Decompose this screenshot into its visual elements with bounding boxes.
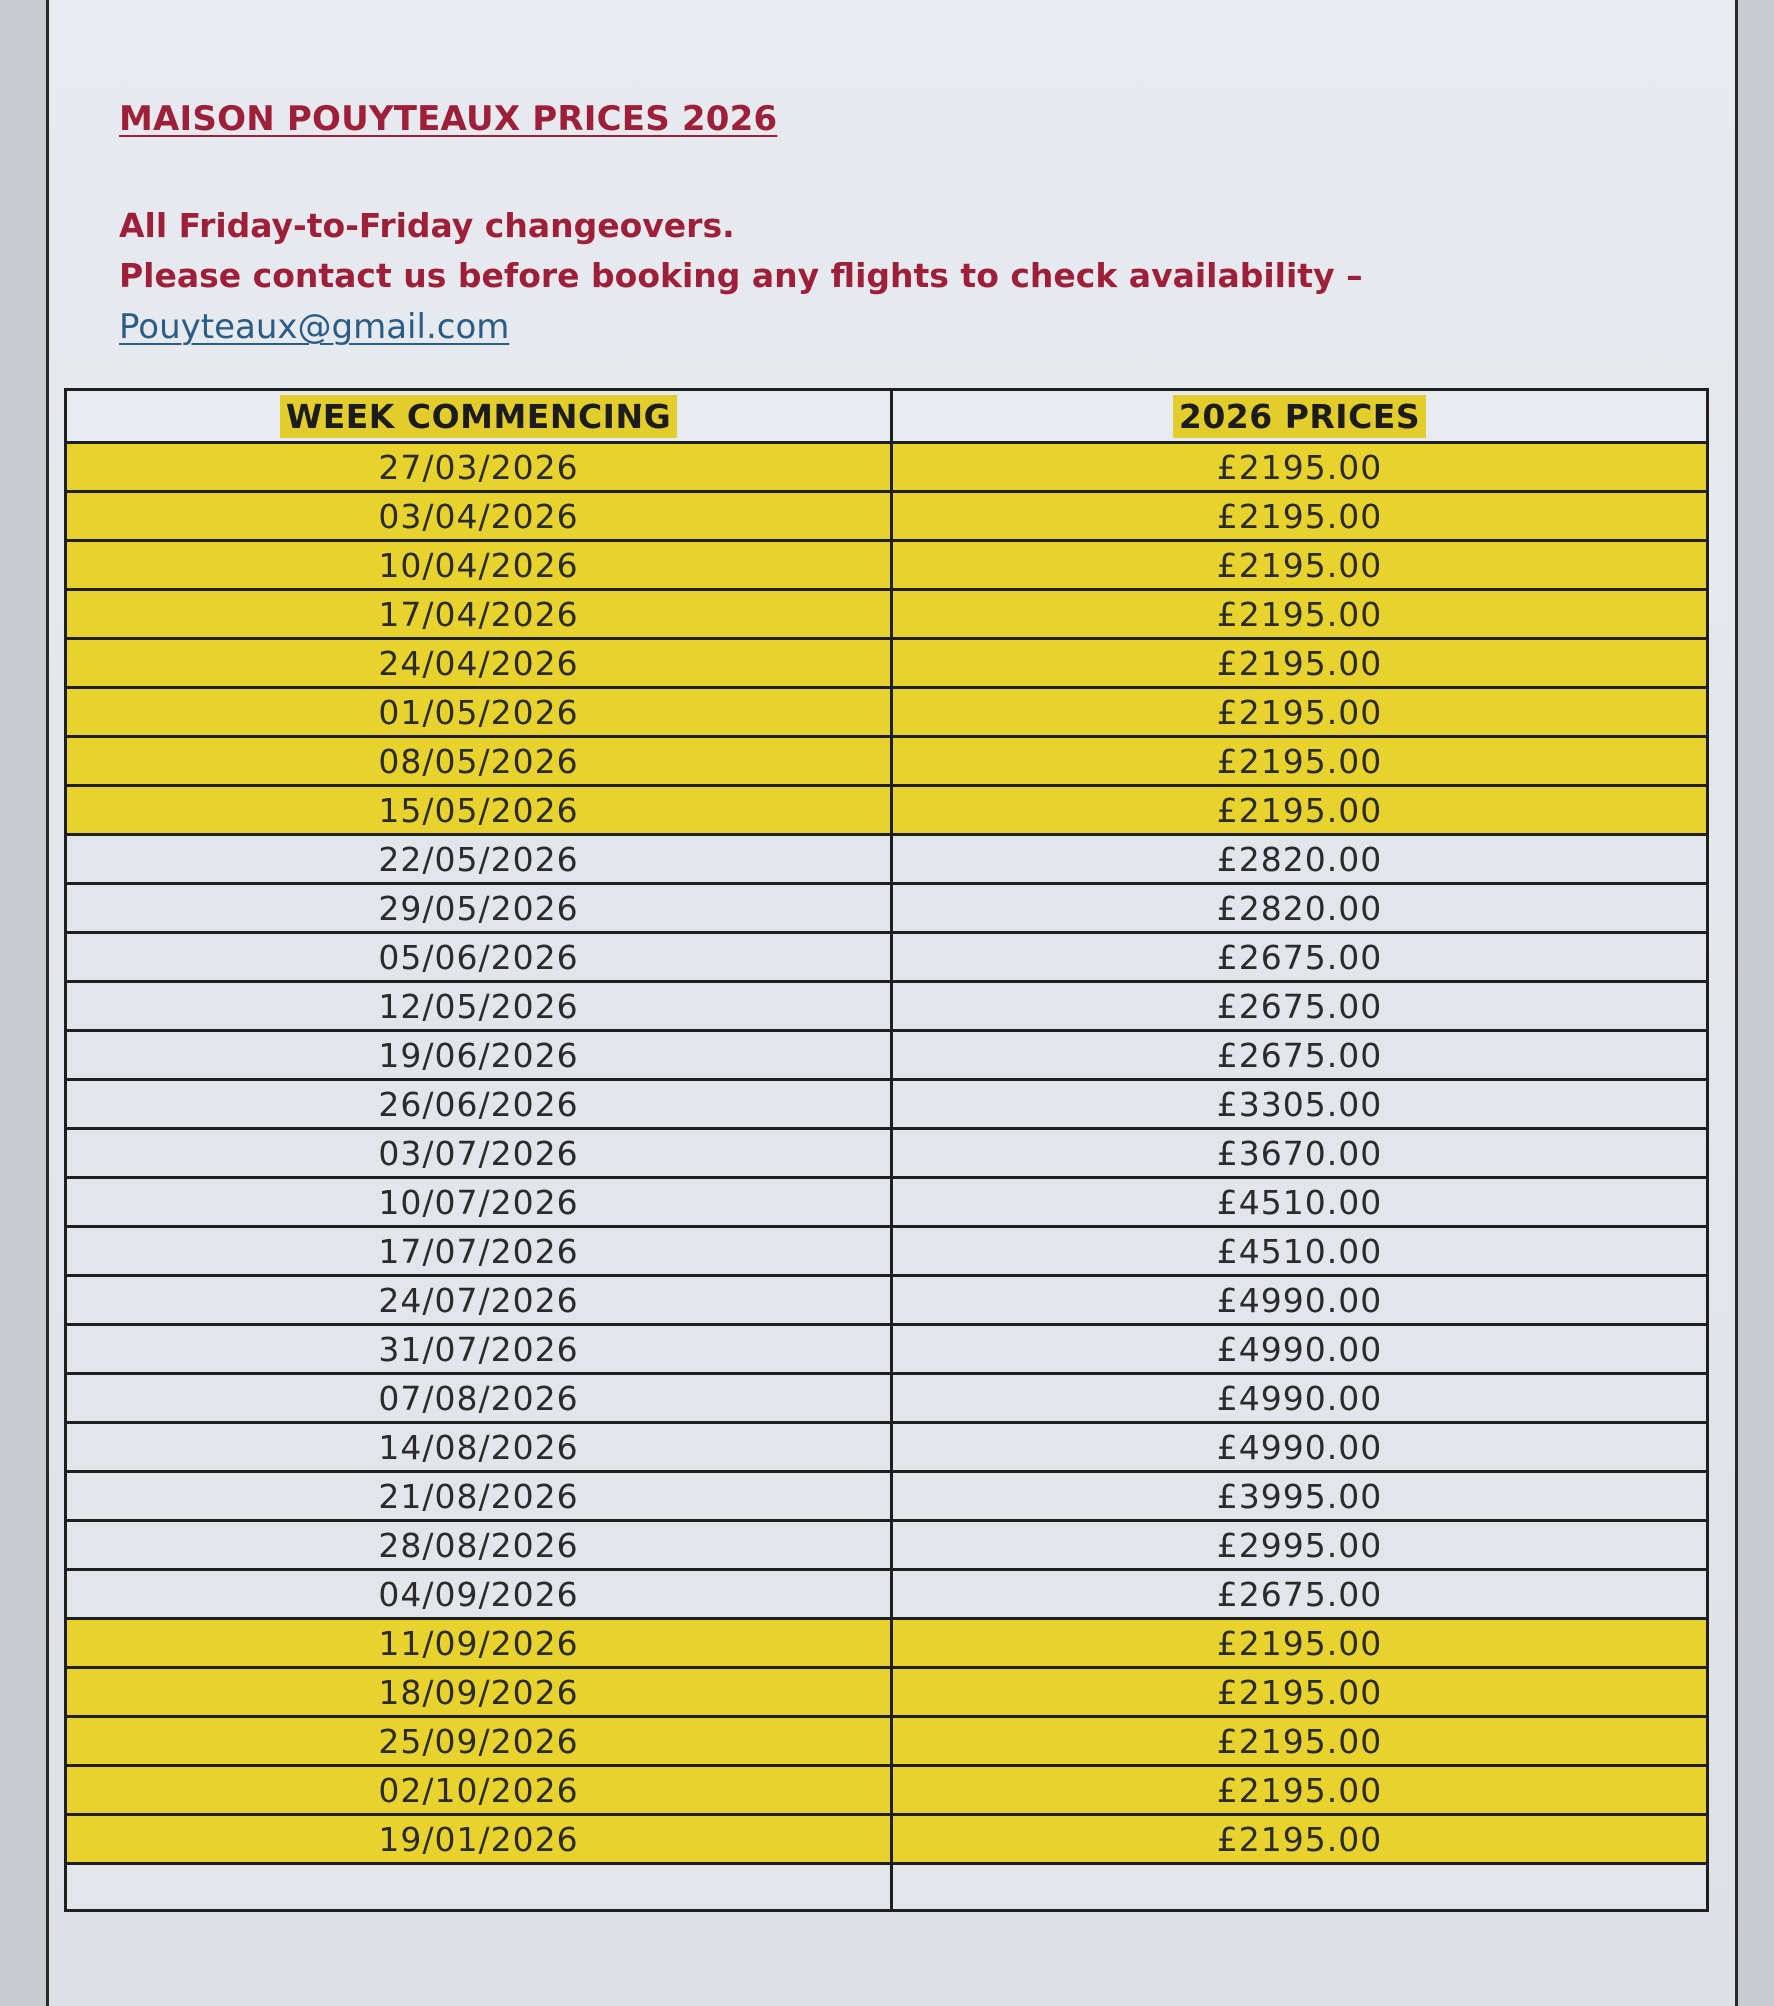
week-cell: 04/09/2026 (66, 1570, 892, 1619)
week-cell: 18/09/2026 (66, 1668, 892, 1717)
price-cell: £2195.00 (892, 443, 1708, 492)
price-cell: £3670.00 (892, 1129, 1708, 1178)
table-row (66, 1423, 1708, 1472)
table-row (66, 1766, 1708, 1815)
table-row (66, 1619, 1708, 1668)
prices-table (64, 388, 1709, 1912)
week-cell: 15/05/2026 (66, 786, 892, 835)
week-cell: 29/05/2026 (66, 884, 892, 933)
week-cell: 05/06/2026 (66, 933, 892, 982)
price-cell: £2195.00 (892, 1815, 1708, 1864)
week-cell: 01/05/2026 (66, 688, 892, 737)
week-cell: 02/10/2026 (66, 1766, 892, 1815)
week-cell: 11/09/2026 (66, 1619, 892, 1668)
table-row (66, 1374, 1708, 1423)
table-row (66, 1815, 1708, 1864)
price-cell: £2675.00 (892, 933, 1708, 982)
table-row (66, 1570, 1708, 1619)
price-cell: £2195.00 (892, 1766, 1708, 1815)
table-row (66, 982, 1708, 1031)
empty-cell (892, 1864, 1708, 1911)
table-row (66, 1521, 1708, 1570)
week-cell: 17/04/2026 (66, 590, 892, 639)
table-row (66, 1178, 1708, 1227)
price-cell: £2675.00 (892, 982, 1708, 1031)
price-cell: £2195.00 (892, 786, 1708, 835)
price-cell: £4510.00 (892, 1227, 1708, 1276)
week-cell: 07/08/2026 (66, 1374, 892, 1423)
table-row (66, 1472, 1708, 1521)
price-cell: £2675.00 (892, 1570, 1708, 1619)
table-row (66, 1031, 1708, 1080)
price-cell: £4990.00 (892, 1374, 1708, 1423)
table-row (66, 1276, 1708, 1325)
table-row (66, 492, 1708, 541)
header-week-commencing: WEEK COMMENCING (66, 390, 892, 443)
empty-cell (66, 1864, 892, 1911)
week-cell: 08/05/2026 (66, 737, 892, 786)
price-cell: £3305.00 (892, 1080, 1708, 1129)
week-cell: 10/04/2026 (66, 541, 892, 590)
table-row (66, 1227, 1708, 1276)
price-cell: £2195.00 (892, 1619, 1708, 1668)
week-cell: 19/06/2026 (66, 1031, 892, 1080)
week-cell: 31/07/2026 (66, 1325, 892, 1374)
price-cell: £4990.00 (892, 1276, 1708, 1325)
price-cell: £2995.00 (892, 1521, 1708, 1570)
price-cell: £2195.00 (892, 1668, 1708, 1717)
week-cell: 12/05/2026 (66, 982, 892, 1031)
price-cell: £2195.00 (892, 737, 1708, 786)
price-cell: £4510.00 (892, 1178, 1708, 1227)
price-cell: £4990.00 (892, 1325, 1708, 1374)
week-cell: 25/09/2026 (66, 1717, 892, 1766)
table-row (66, 933, 1708, 982)
week-cell: 24/07/2026 (66, 1276, 892, 1325)
page-title: MAISON POUYTEAUX PRICES 2026 (119, 99, 778, 139)
week-cell: 14/08/2026 (66, 1423, 892, 1472)
table-row (66, 1717, 1708, 1766)
table-row (66, 737, 1708, 786)
price-cell: £2195.00 (892, 639, 1708, 688)
week-cell: 21/08/2026 (66, 1472, 892, 1521)
week-cell: 19/01/2026 (66, 1815, 892, 1864)
table-body (66, 443, 1708, 1911)
week-cell: 22/05/2026 (66, 835, 892, 884)
week-cell: 24/04/2026 (66, 639, 892, 688)
table-row (66, 835, 1708, 884)
price-cell: £2820.00 (892, 835, 1708, 884)
header-prices: 2026 PRICES (892, 390, 1708, 443)
table-row (66, 541, 1708, 590)
table-row (66, 590, 1708, 639)
price-cell: £2195.00 (892, 688, 1708, 737)
email-link[interactable]: Pouyteaux@gmail.com (119, 307, 510, 347)
week-cell: 10/07/2026 (66, 1178, 892, 1227)
week-cell: 17/07/2026 (66, 1227, 892, 1276)
table-row (66, 1129, 1708, 1178)
table-row (66, 786, 1708, 835)
table-row (66, 639, 1708, 688)
table-row (66, 884, 1708, 933)
week-cell: 03/04/2026 (66, 492, 892, 541)
price-cell: £3995.00 (892, 1472, 1708, 1521)
table-row (66, 1668, 1708, 1717)
price-cell: £2820.00 (892, 884, 1708, 933)
price-cell: £2195.00 (892, 492, 1708, 541)
changeover-note: All Friday-to-Friday changeovers. (119, 206, 735, 245)
week-cell: 27/03/2026 (66, 443, 892, 492)
table-row (66, 1080, 1708, 1129)
price-cell: £2195.00 (892, 590, 1708, 639)
table-header-row (66, 390, 1708, 443)
price-cell: £2195.00 (892, 541, 1708, 590)
week-cell: 28/08/2026 (66, 1521, 892, 1570)
table-row (66, 443, 1708, 492)
contact-note: Please contact us before booking any flights to check availability – (119, 256, 1363, 295)
empty-row (66, 1864, 1708, 1911)
week-cell: 03/07/2026 (66, 1129, 892, 1178)
table-row (66, 688, 1708, 737)
price-cell: £2675.00 (892, 1031, 1708, 1080)
table-row (66, 1325, 1708, 1374)
price-cell: £4990.00 (892, 1423, 1708, 1472)
price-cell: £2195.00 (892, 1717, 1708, 1766)
week-cell: 26/06/2026 (66, 1080, 892, 1129)
